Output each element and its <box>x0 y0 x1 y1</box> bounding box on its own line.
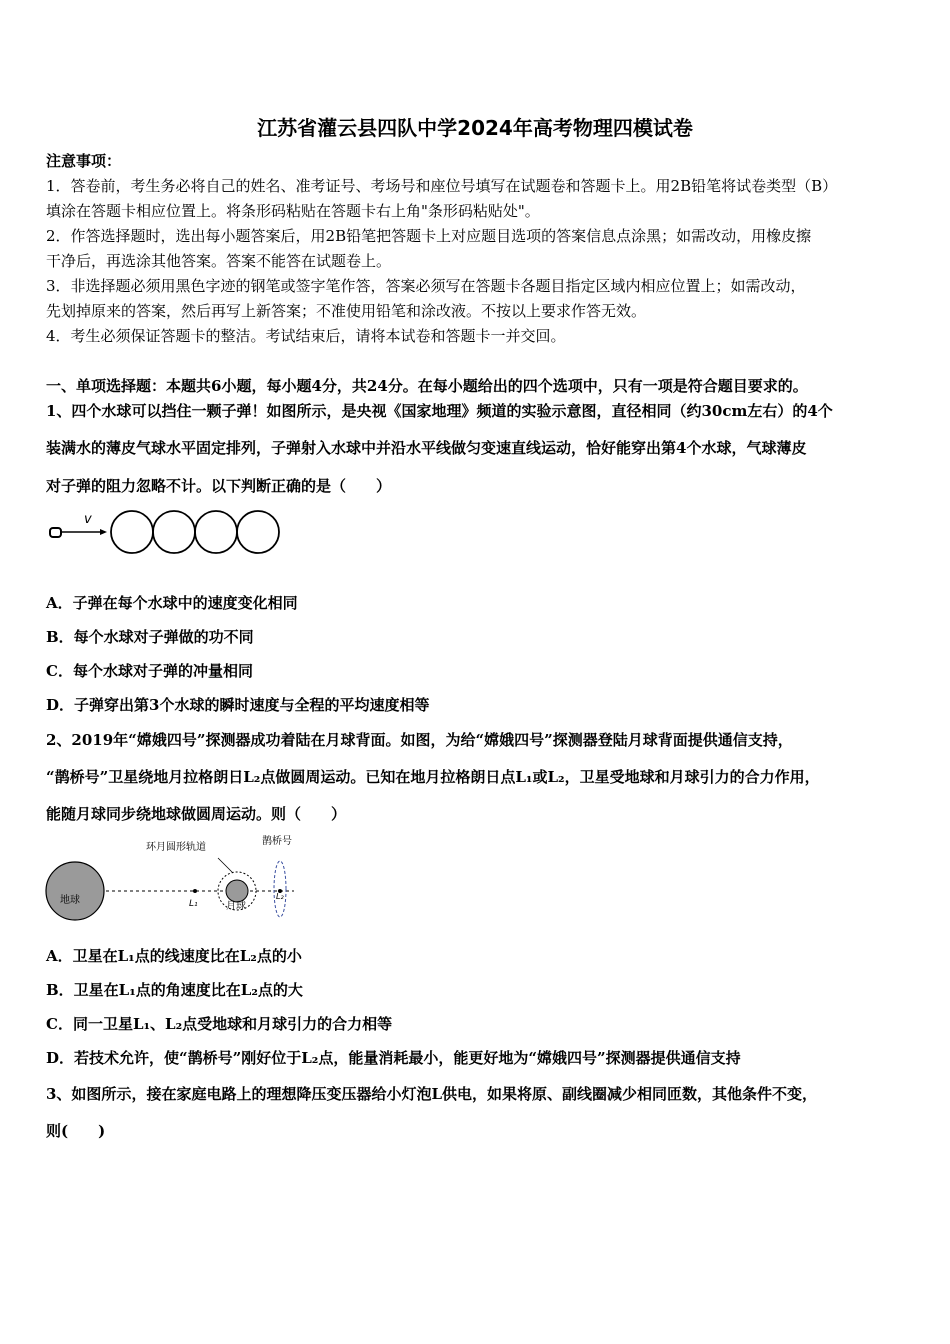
notice-heading: 注意事项： <box>46 152 122 170</box>
question-1-text: 装满水的薄皮气球水平固定排列，子弹射入水球中并沿水平线做匀变速直线运动，恰好能穿出第4个水球，气球薄皮 <box>46 439 807 457</box>
notice-line: 2．作答选择题时，选出每小题答案后，用2B铅笔把答题卡上对应题目选项的答案信息点涂黑；如需改动，用橡皮擦 <box>46 227 812 245</box>
q1-option-b: B．每个水球对子弹做的功不同 <box>46 628 254 646</box>
earth-label: 地球 <box>60 895 80 906</box>
earth <box>46 862 104 920</box>
earth-moon-figure <box>42 830 302 925</box>
q1-option-c: C．每个水球对子弹的冲量相同 <box>46 662 253 680</box>
water-balloon <box>153 511 195 553</box>
notice-line: 干净后，再选涂其他答案。答案不能答在试题卷上。 <box>46 252 392 270</box>
question-3-text: 3、如图所示，接在家庭电路上的理想降压变压器给小灯泡L供电，如果将原、副线圈减少相同匝数，其他条件不变， <box>46 1085 817 1103</box>
q2-option-c: C．同一卫星L₁、L₂点受地球和月球引力的合力相等 <box>46 1015 393 1033</box>
moon-label: 月球 <box>226 901 246 912</box>
notice-line: 先划掉原来的答案，然后再写上新答案；不准使用铅笔和涂改液。不按以上要求作答无效。 <box>46 302 647 320</box>
water-balloon <box>111 511 153 553</box>
q2-option-b: B．卫星在L₁点的角速度比在L₂点的大 <box>46 981 303 999</box>
page-title: 江苏省灌云县四队中学2024年高考物理四模试卷 <box>257 116 693 140</box>
notice-line: 3．非选择题必须用黑色字迹的钢笔或签字笔作答，答案必须写在答题卡各题目指定区域内相应位置上；如需改动， <box>46 277 806 295</box>
satellite-label: 鹊桥号 <box>262 836 292 847</box>
l1-point <box>193 889 197 893</box>
question-3-text: 则( ) <box>46 1122 106 1140</box>
orbit-pointer <box>218 858 233 873</box>
water-balloon-figure <box>44 505 289 560</box>
notice-line: 填涂在答题卡相应位置上。将条形码粘贴在答题卡右上角"条形码粘贴处"。 <box>46 202 540 220</box>
q1-option-d: D．子弹穿出第3个水球的瞬时速度与全程的平均速度相等 <box>46 696 430 714</box>
velocity-label: v <box>84 512 92 527</box>
water-balloon <box>195 511 237 553</box>
section-heading: 一、单项选择题：本题共6小题，每小题4分，共24分。在每小题给出的四个选项中，只有一项是符合题目要求的。 <box>46 377 808 395</box>
notice-line: 1．答卷前，考生务必将自己的姓名、准考证号、考场号和座位号填写在试题卷和答题卡上。用2B铅笔将试卷类型（B） <box>46 177 838 195</box>
question-1-text: 对子弹的阻力忽略不计。以下判断正确的是（ ） <box>46 477 392 495</box>
notice-line: 4．考生必须保证答题卡的整洁。考试结束后，请将本试卷和答题卡一并交回。 <box>46 327 566 345</box>
question-2-text: 能随月球同步绕地球做圆周运动。则（ ） <box>46 805 347 823</box>
l1-label: L₁ <box>189 899 198 909</box>
question-2-text: “鹊桥号”卫星绕地月拉格朗日L₂点做圆周运动。已知在地月拉格朗日点L₁或L₂，卫星受地球和月球引力的合力作用， <box>46 768 820 786</box>
q2-option-a: A．卫星在L₁点的线速度比在L₂点的小 <box>46 947 302 965</box>
orbit-label: 环月圆形轨道 <box>146 842 206 853</box>
moon <box>226 880 248 902</box>
bullet-icon <box>50 528 107 537</box>
q1-option-a: A．子弹在每个水球中的速度变化相同 <box>46 594 298 612</box>
l2-label: L₂ <box>276 892 284 901</box>
water-balloon <box>237 511 279 553</box>
question-1-text: 1、四个水球可以挡住一颗子弹！如图所示，是央视《国家地理》频道的实验示意图，直径相同（约30cm左右）的4个 <box>46 402 833 420</box>
question-2-text: 2、2019年“嫦娥四号”探测器成功着陆在月球背面。如图，为给“嫦娥四号”探测器登陆月球背面提供通信支持， <box>46 731 793 749</box>
q2-option-d: D．若技术允许，使“鹊桥号”刚好位于L₂点，能量消耗最小，能更好地为“嫦娥四号”探测器提供通信支持 <box>46 1049 741 1067</box>
